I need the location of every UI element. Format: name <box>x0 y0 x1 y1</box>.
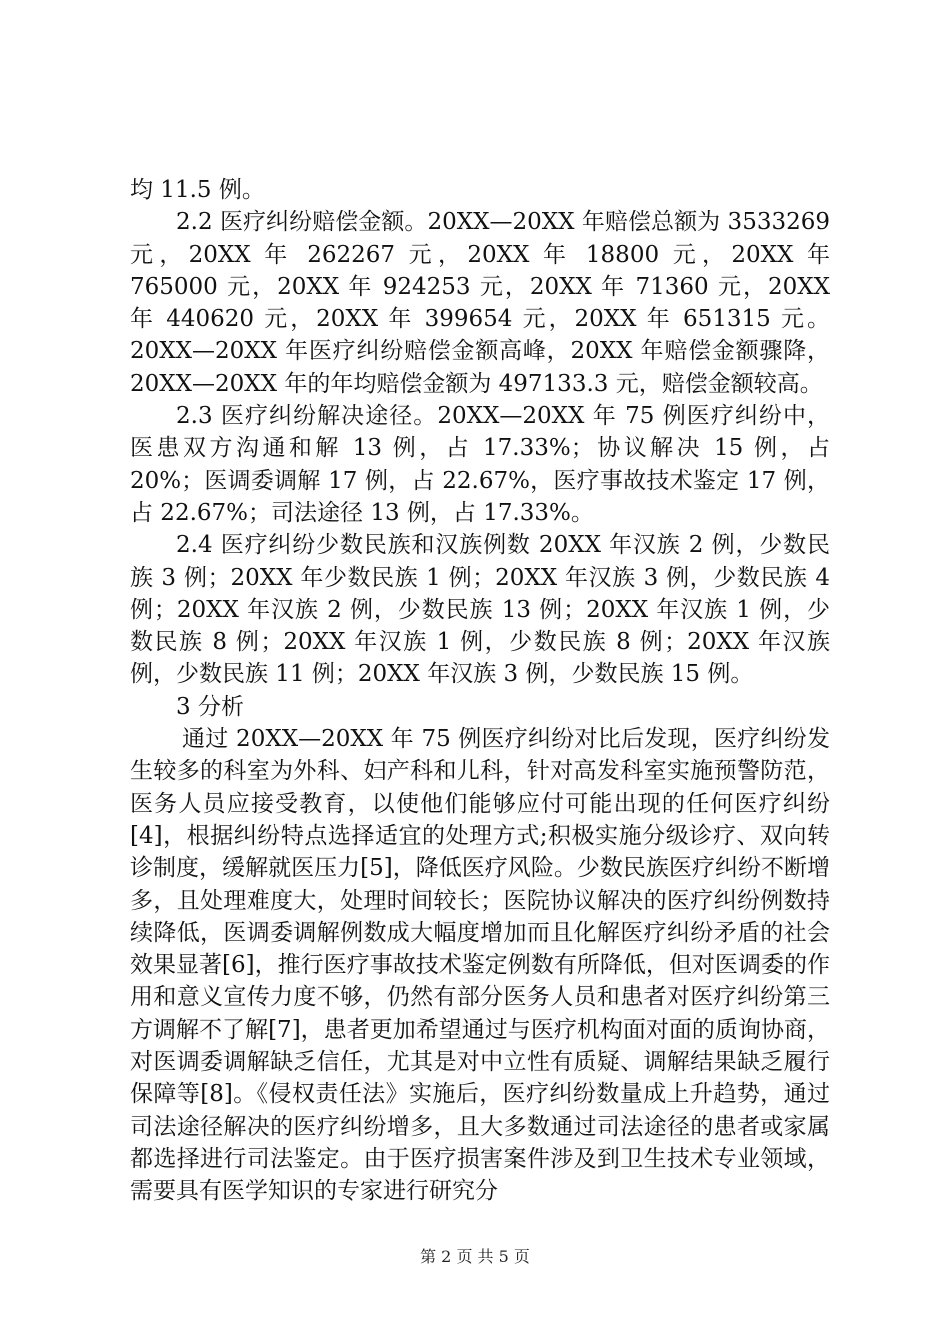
paragraph-compensation-amount: 2.2 医疗纠纷赔偿金额。20XX—20XX 年赔偿总额为 3533269 元，20XX 年 262267 元，20XX 年 18800 元，20XX 年 765000 元，20XX 年 924253 元，20XX 年 71360 元，20XX 年 440620 元，20XX 年 399654 元，20XX 年 651315 元。20XX—20XX 年医疗纠纷赔偿金额高峰，20XX 年赔偿金额骤降，20XX—20XX 年的年均赔偿金额为 497133.3 元，赔偿金额较高。 <box>130 209 830 397</box>
paragraph-ethnic-cases: 2.4 医疗纠纷少数民族和汉族例数 20XX 年汉族 2 例，少数民族 3 例；20XX 年少数民族 1 例；20XX 年汉族 3 例，少数民族 4 例；20XX 年汉族 2 例，少数民族 13 例；20XX 年汉族 1 例，少数民族 8 例；20XX 年汉族 1 例，少数民族 8 例；20XX 年汉族例，少数民族 11 例；20XX 年汉族 3 例，少数民族 15 例。 <box>130 532 830 688</box>
document-body <box>130 174 830 1208</box>
paragraph-analysis: 通过 20XX—20XX 年 75 例医疗纠纷对比后发现，医疗纠纷发生较多的科室为外科、妇产科和儿科，针对高发科室实施预警防范，医务人员应接受教育，以使他们能够应付可能出现的任何医疗纠纷[4]，根据纠纷特点选择适宜的处理方式;积极实施分级诊疗、双向转诊制度，缓解就医压力[5]，降低医疗风险。少数民族医疗纠纷不断增多，且处理难度大，处理时间较长；医院协议解决的医疗纠纷例数持续降低，医调委调解例数成大幅度增加而且化解医疗纠纷矛盾的社会效果显著[6]，推行医疗事故技术鉴定例数有所降低，但对医调委的作用和意义宣传力度不够，仍然有部分医务人员和患者对医疗纠纷第三方调解不了解[7]，患者更加希望通过与医疗机构面对面的质询协商，对医调委调解缺乏信任，尤其是对中立性有质疑、调解结果缺乏履行保障等[8]。《侵权责任法》实施后，医疗纠纷数量成上升趋势，通过司法途径解决的医疗纠纷增多，且大多数通过司法途径的患者或家属都选择进行司法鉴定。由于医疗损害案件涉及到卫生技术专业领域，需要具有医学知识的专家进行研究分 <box>130 726 830 1205</box>
section-heading-analysis: 3 分析 <box>176 693 244 720</box>
page-footer: 第 2 页 共 5 页 <box>420 1247 530 1266</box>
paragraph-continuation: 均 11.5 例。 <box>130 177 265 203</box>
paragraph-resolution-methods: 2.3 医疗纠纷解决途径。20XX—20XX 年 75 例医疗纠纷中，医患双方沟通和解 13 例，占 17.33%；协议解决 15 例，占 20%；医调委调解 17 例，占 22.67%，医疗事故技术鉴定 17 例，占 22.67%；司法途径 13 例，占 17.33%。 <box>130 403 830 526</box>
